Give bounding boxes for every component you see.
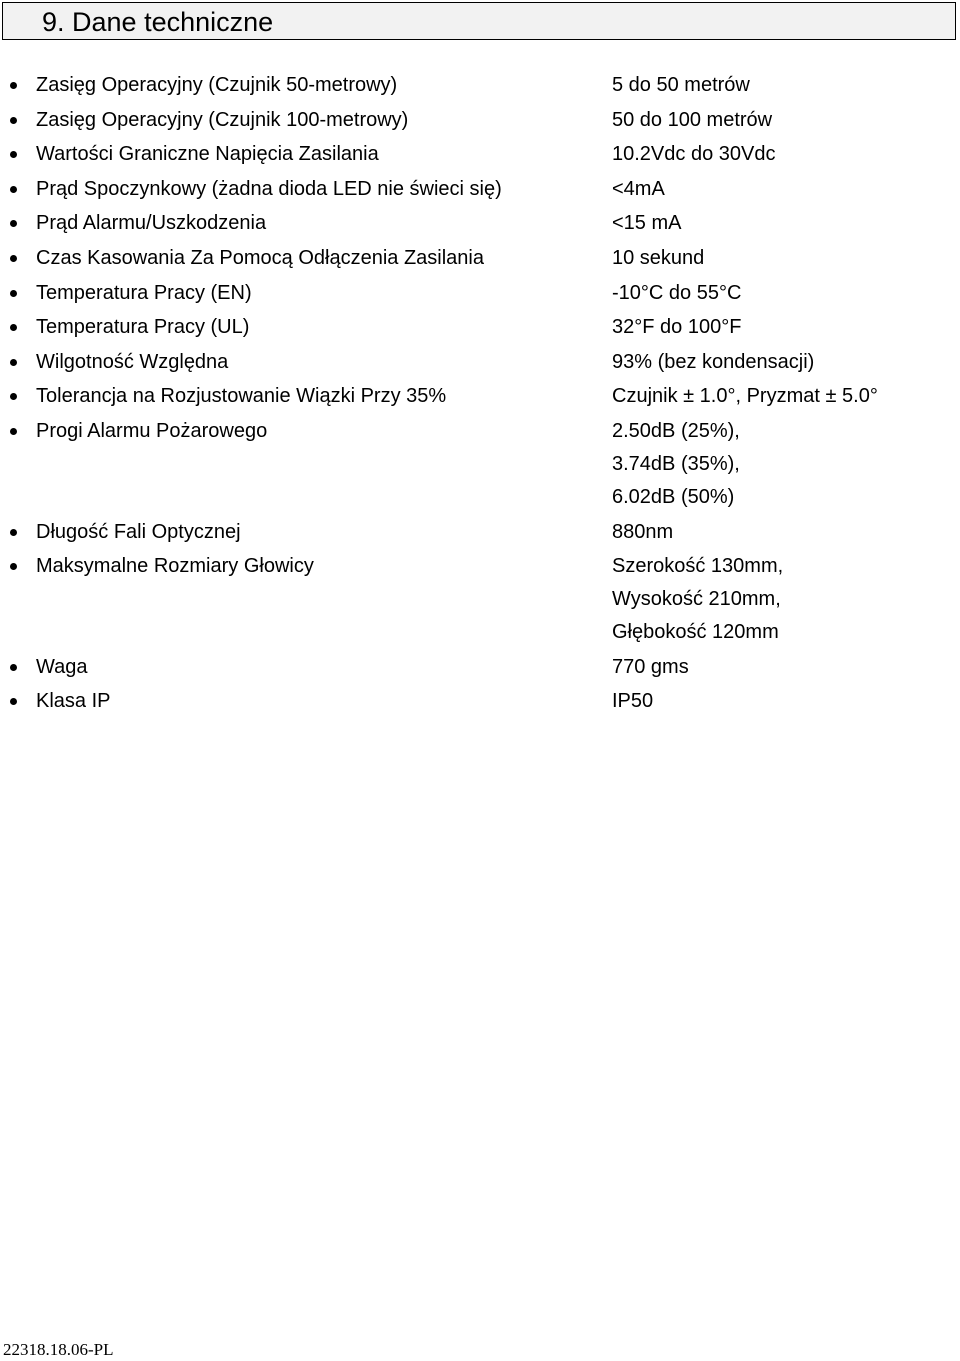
spec-label: Prąd Alarmu/Uszkodzenia — [36, 212, 267, 235]
spec-label: Długość Fali Optycznej — [36, 520, 241, 543]
spec-row — [0, 650, 960, 684]
spec-label: Tolerancja na Rozjustowanie Wiązki Przy 35% — [36, 385, 447, 408]
spec-value-line: 10.2Vdc do 30Vdc — [612, 143, 776, 166]
bullet-icon — [10, 290, 17, 297]
spec-value-line: IP50 — [612, 690, 654, 713]
spec-label: Czas Kasowania Za Pomocą Odłączenia Zasilania — [36, 247, 484, 269]
spec-value — [612, 345, 814, 379]
spec-label: Progi Alarmu Pożarowego — [36, 420, 268, 442]
spec-row — [0, 379, 960, 413]
spec-value-line: 770 gms — [612, 655, 689, 678]
spec-row — [0, 241, 960, 275]
bullet-icon — [10, 324, 17, 331]
spec-label: Zasięg Operacyjny (Czujnik 100-metrowy) — [36, 108, 409, 131]
spec-value-line: 50 do 100 metrów — [612, 108, 773, 131]
spec-value-line: 5 do 50 metrów — [612, 74, 750, 96]
spec-value-line: Czujnik ± 1.0°, Pryzmat ± 5.0° — [612, 385, 878, 408]
spec-row — [0, 684, 960, 718]
bullet-icon — [10, 82, 17, 89]
bullet-icon — [10, 393, 17, 400]
bullet-icon — [10, 255, 17, 262]
spec-value — [612, 206, 681, 240]
spec-value — [612, 414, 740, 514]
spec-row — [0, 549, 960, 649]
bullet-icon — [10, 220, 17, 227]
spec-value-line: 10 sekund — [612, 247, 705, 269]
spec-value — [612, 515, 673, 549]
spec-label: Zasięg Operacyjny (Czujnik 50-metrowy) — [36, 74, 398, 96]
section-heading-box — [2, 2, 956, 40]
spec-label: Wartości Graniczne Napięcia Zasilania — [36, 143, 379, 166]
spec-row — [0, 68, 960, 102]
spec-value-line: -10°C do 55°C — [612, 281, 742, 304]
bullet-icon — [10, 428, 17, 435]
spec-row — [0, 345, 960, 379]
spec-label: Prąd Spoczynkowy (żadna dioda LED nie świeci się) — [36, 177, 502, 200]
bullet-icon — [10, 698, 17, 705]
spec-row — [0, 103, 960, 137]
spec-value-line: 2.50dB (25%), — [612, 420, 740, 442]
spec-row — [0, 515, 960, 549]
spec-value-line: Szerokość 130mm, — [612, 555, 784, 578]
spec-label: Temperatura Pracy (EN) — [36, 281, 252, 304]
spec-label: Waga — [36, 655, 88, 678]
spec-value — [612, 172, 665, 206]
spec-row — [0, 276, 960, 310]
bullet-icon — [10, 117, 17, 124]
spec-value-line: <4mA — [612, 177, 665, 200]
spec-row — [0, 310, 960, 344]
spec-value — [612, 684, 653, 718]
spec-value-line: <15 mA — [612, 212, 682, 235]
spec-value — [612, 68, 750, 102]
bullet-icon — [10, 664, 17, 671]
spec-value — [612, 650, 689, 684]
spec-value — [612, 103, 772, 137]
spec-value — [612, 276, 741, 310]
spec-label: Klasa IP — [36, 690, 111, 713]
spec-value — [612, 379, 878, 413]
document-code: 22318.18.06-PL — [3, 1340, 114, 1359]
bullet-icon — [10, 529, 17, 536]
spec-value — [612, 137, 775, 171]
spec-value-line: 3.74dB (35%), — [612, 453, 740, 475]
bullet-icon — [10, 186, 17, 193]
spec-label: Wilgotność Względna — [36, 350, 229, 373]
spec-row — [0, 414, 960, 514]
spec-value-line: Wysokość 210mm, — [612, 588, 781, 611]
spec-value — [612, 241, 704, 275]
section-title: 9. Dane techniczne — [42, 7, 274, 37]
spec-value — [612, 549, 783, 649]
bullet-icon — [10, 359, 17, 366]
spec-value-line: 880nm — [612, 520, 674, 543]
spec-value — [612, 310, 741, 344]
spec-value-line: Głębokość 120mm — [612, 621, 779, 644]
spec-value-line: 93% (bez kondensacji) — [612, 350, 815, 373]
spec-row — [0, 172, 960, 206]
bullet-icon — [10, 151, 17, 158]
spec-row — [0, 137, 960, 171]
bullet-icon — [10, 563, 17, 570]
spec-value-line: 6.02dB (50%) — [612, 486, 735, 508]
spec-row — [0, 206, 960, 240]
spec-label: Maksymalne Rozmiary Głowicy — [36, 555, 314, 578]
spec-value-line: 32°F do 100°F — [612, 316, 742, 339]
spec-label: Temperatura Pracy (UL) — [36, 316, 250, 339]
